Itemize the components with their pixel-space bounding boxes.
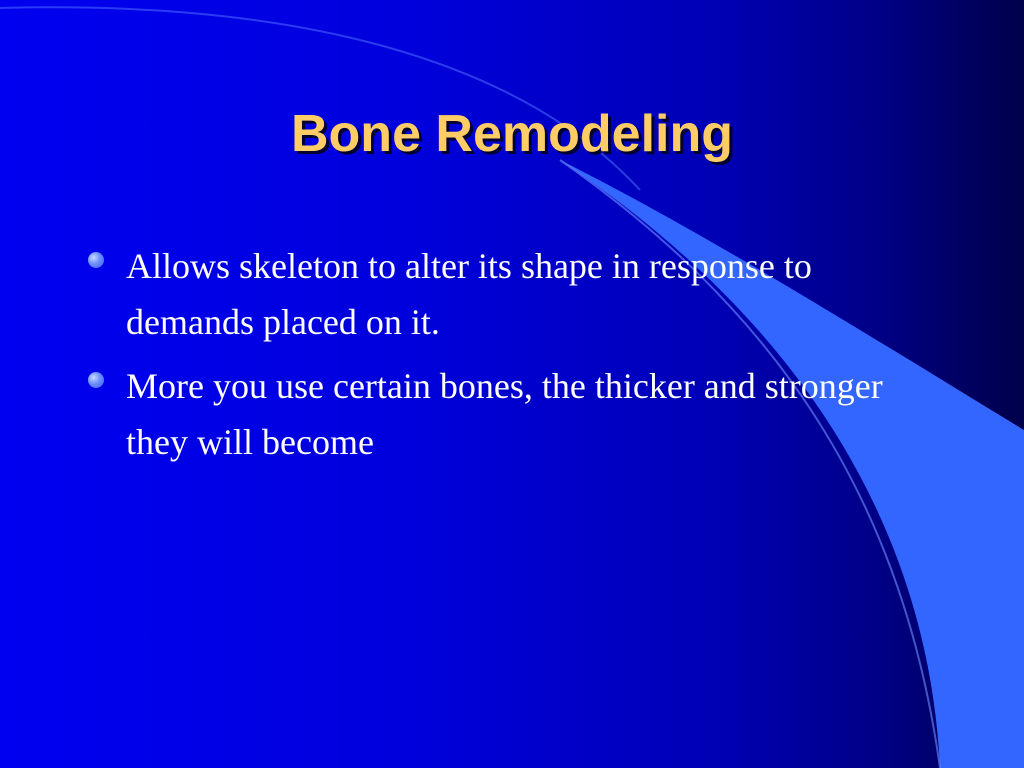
bullet-text: Allows skeleton to alter its shape in response to demands placed on it. <box>126 246 812 342</box>
bullet-list <box>88 238 948 478</box>
bullet-dot-icon <box>88 252 104 268</box>
bullet-item <box>88 358 948 470</box>
bullet-dot-icon <box>88 372 104 388</box>
slide-title: Bone Remodeling <box>290 105 734 163</box>
bullet-item <box>88 238 948 350</box>
bullet-text: More you use certain bones, the thicker and stronger they will become <box>126 366 883 462</box>
